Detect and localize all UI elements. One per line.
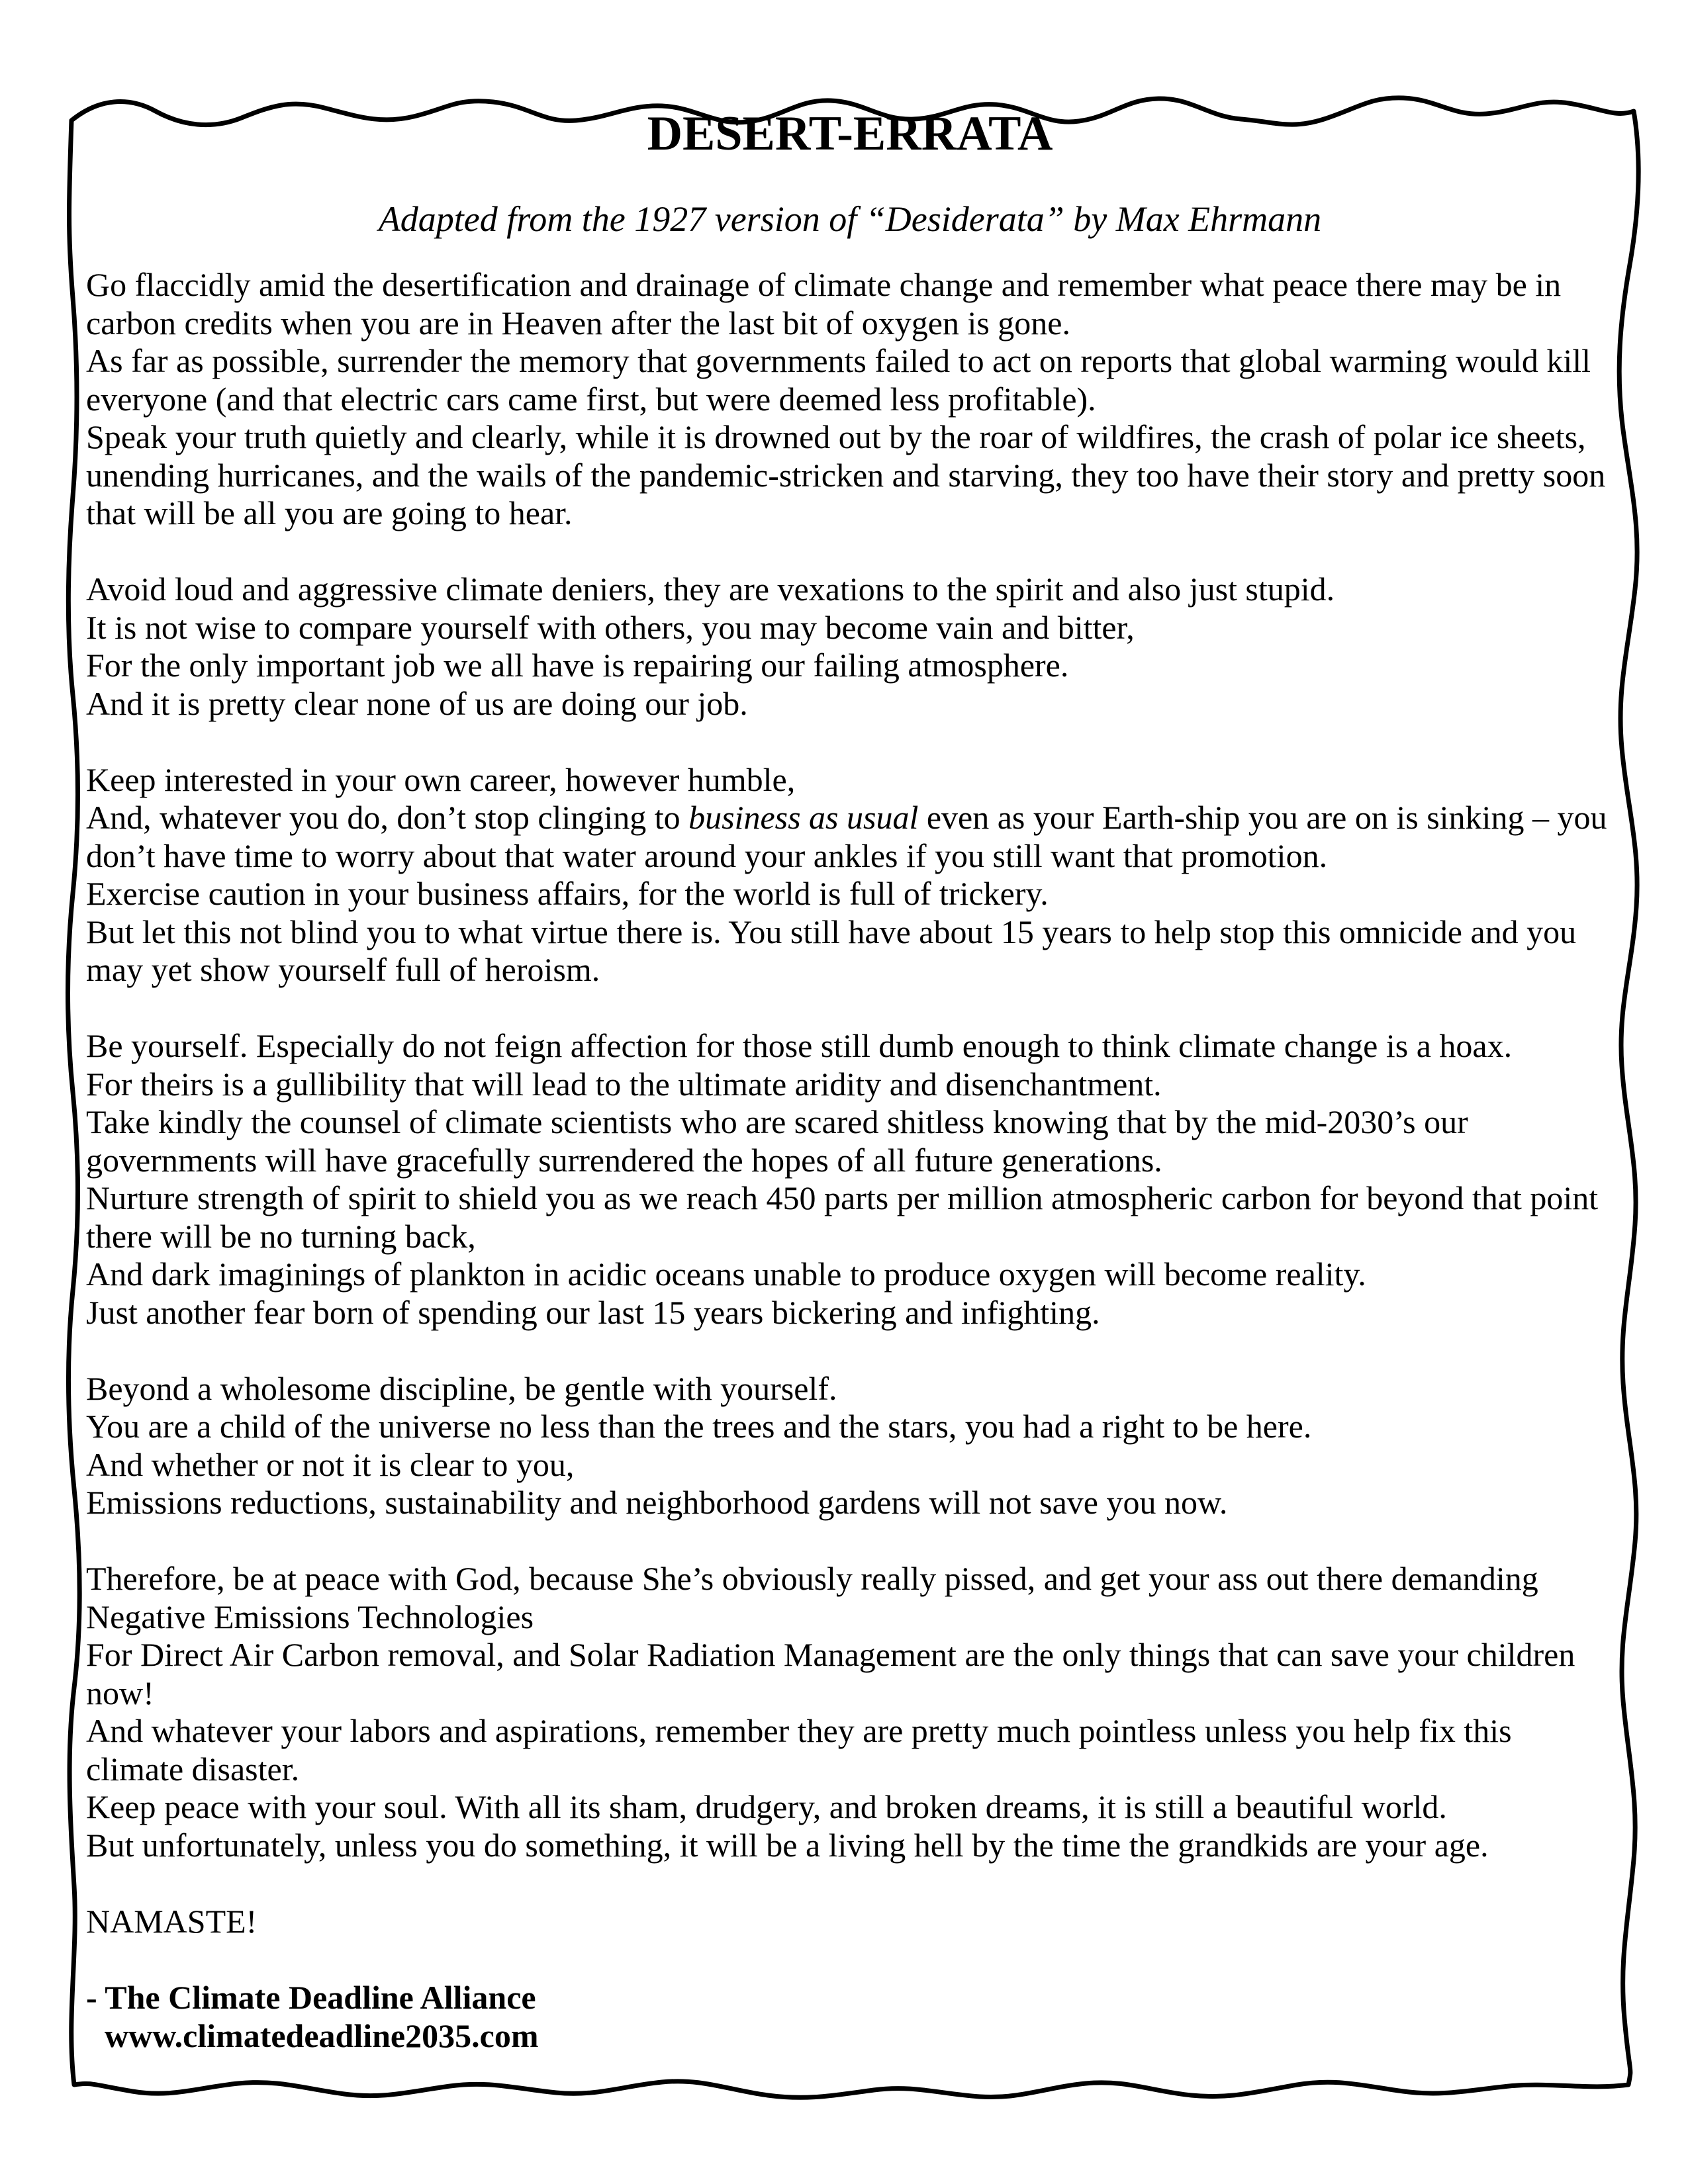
stanza bbox=[86, 570, 1614, 723]
text-run: And, whatever you do, don’t stop clinging to bbox=[86, 799, 689, 836]
poem-line: Beyond a wholesome discipline, be gentle with yourself. bbox=[86, 1369, 837, 1407]
italic-phrase: business as usual bbox=[688, 799, 919, 836]
page-content bbox=[86, 93, 1614, 2055]
stanza bbox=[86, 1560, 1614, 1864]
poem-line: Emissions reductions, sustainability and neighborhood gardens will not save you now. bbox=[86, 1484, 1228, 1521]
stanza bbox=[86, 761, 1614, 989]
poem-line: Take kindly the counsel of climate scientists who are scared shitless knowing that by the mid-2030’s our governments will have gracefully surrendered the hopes of all future generations. bbox=[86, 1103, 1468, 1179]
poem-line: Be yourself. Especially do not feign affection for those still dumb enough to think climate change is a hoax. bbox=[86, 1027, 1513, 1064]
poem-line: Speak your truth quietly and clearly, while it is drowned out by the roar of wildfires, the crash of polar ice sheets, unending hurricanes, and the wails of the pandemic-stricken and starving, they too have their story and pretty soon that will be all you are going to hear. bbox=[86, 418, 1606, 531]
footer bbox=[86, 1979, 1614, 2055]
poem-line: It is not wise to compare yourself with others, you may become vain and bitter, bbox=[86, 608, 1135, 646]
poem-line: For Direct Air Carbon removal, and Solar Radiation Management are the only things that can save your children now! bbox=[86, 1636, 1575, 1711]
poem-line: And dark imaginings of plankton in acidic oceans unable to produce oxygen will become reality. bbox=[86, 1255, 1366, 1293]
poem-line: Avoid loud and aggressive climate deniers, they are vexations to the spirit and also just stupid. bbox=[86, 570, 1335, 608]
poem-line: And it is pretty clear none of us are doing our job. bbox=[86, 684, 748, 722]
poem-line: Keep peace with your soul. With all its sham, drudgery, and broken dreams, it is still a beautiful world. bbox=[86, 1788, 1447, 1825]
poem-line: Just another fear born of spending our last 15 years bickering and infighting. bbox=[86, 1293, 1100, 1331]
page-title: DESERT-ERRATA bbox=[647, 107, 1053, 161]
stanza bbox=[86, 266, 1614, 533]
poem-line: NAMASTE! bbox=[86, 1902, 258, 1940]
poem-line bbox=[86, 799, 1614, 875]
footer-url: www.climatedeadline2035.com bbox=[105, 2017, 539, 2054]
poem-line: And whether or not it is clear to you, bbox=[86, 1445, 575, 1483]
poem-line: Exercise caution in your business affairs, for the world is full of trickery. bbox=[86, 875, 1049, 912]
poem-line: Nurture strength of spirit to shield you as we reach 450 parts per million atmospheric carbon for beyond that point there will be no turning back, bbox=[86, 1179, 1599, 1255]
stanza bbox=[86, 1370, 1614, 1522]
poem-line: Therefore, be at peace with God, because She’s obviously really pissed, and get your ass out there demanding Negative Emissions Technologies bbox=[86, 1560, 1538, 1635]
stanza bbox=[86, 1027, 1614, 1332]
poem-line: But let this not blind you to what virtue there is. You still have about 15 years to help stop this omnicide and you may yet show yourself full of heroism. bbox=[86, 913, 1577, 988]
poem-body bbox=[86, 266, 1614, 1940]
poem-line: You are a child of the universe no less than the trees and the stars, you had a right to be here. bbox=[86, 1408, 1312, 1445]
poem-line: Go flaccidly amid the desertification and drainage of climate change and remember what peace there may be in carbon credits when you are in Heaven after the last bit of oxygen is gone. bbox=[86, 266, 1562, 341]
stanza bbox=[86, 1903, 1614, 1941]
poem-line: As far as possible, surrender the memory that governments failed to act on reports that global warming would kill everyone (and that electric cars came first, but were deemed less profitable). bbox=[86, 342, 1591, 418]
poem-line: And whatever your labors and aspirations, remember they are pretty much pointless unless you help fix this climate disaster. bbox=[86, 1712, 1512, 1788]
footer-signature: - The Climate Deadline Alliance bbox=[86, 1979, 536, 2016]
page-subtitle: Adapted from the 1927 version of “Desiderata” by Max Ehrmann bbox=[378, 199, 1322, 239]
text-run: even as your Earth-ship you are on is sinking – you don’t have time to worry about that water around your ankles if you still want that promotion. bbox=[86, 799, 1607, 874]
poem-line: But unfortunately, unless you do something, it will be a living hell by the time the grandkids are your age. bbox=[86, 1826, 1489, 1864]
poem-line: For theirs is a gullibility that will lead to the ultimate aridity and disenchantment. bbox=[86, 1065, 1162, 1103]
poem-line: Keep interested in your own career, however humble, bbox=[86, 760, 796, 798]
poem-line: For the only important job we all have is repairing our failing atmosphere. bbox=[86, 647, 1069, 684]
